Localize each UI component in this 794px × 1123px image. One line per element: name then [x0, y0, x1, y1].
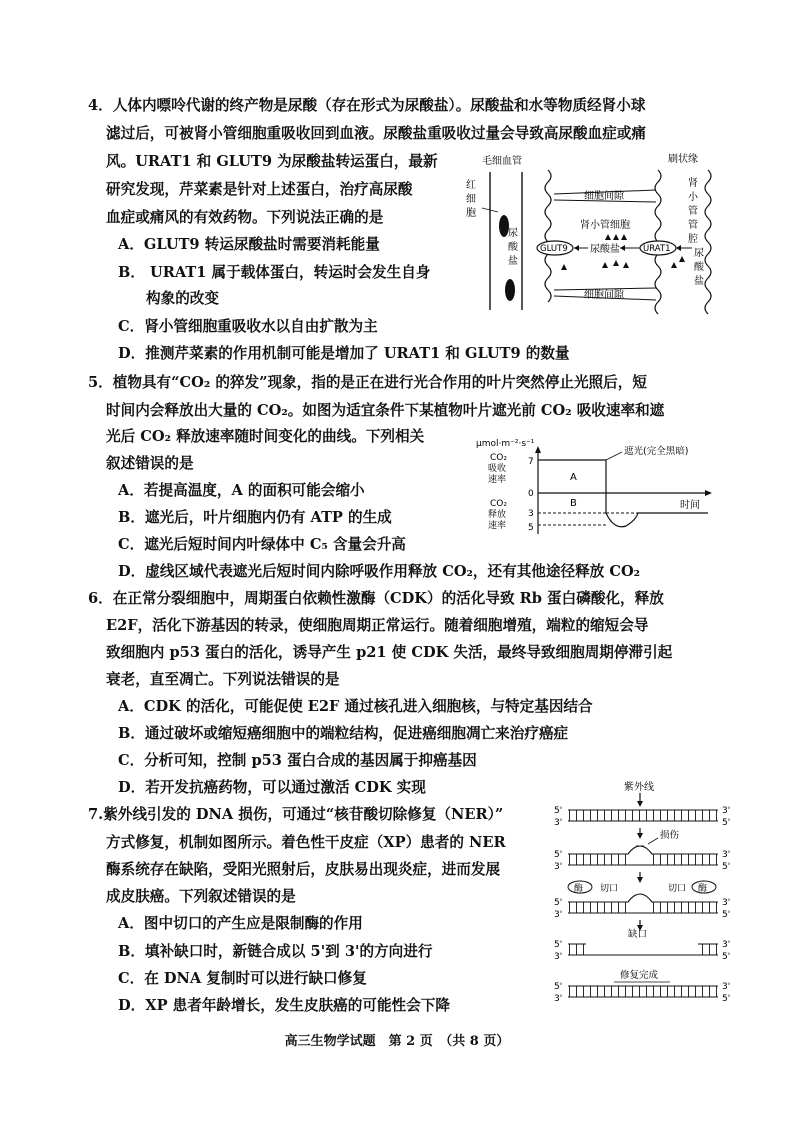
uv-arrow-head-icon [637, 801, 643, 807]
region-b-label: B [570, 498, 577, 509]
q7-number: 7. [88, 806, 104, 823]
svg-text:5': 5' [554, 806, 563, 816]
tick-5: 5 [528, 523, 534, 533]
x-axis-arrow-icon [705, 490, 712, 496]
rbc-label-2: 细 [466, 194, 476, 205]
svg-text:5': 5' [554, 940, 563, 950]
tick-7: 7 [528, 457, 534, 467]
svg-text:3': 3' [554, 818, 563, 828]
release-label-2: 释放 [488, 510, 507, 520]
svg-text:5': 5' [722, 952, 731, 962]
svg-text:3': 3' [722, 940, 731, 950]
absorb-label-2: 吸收 [488, 464, 507, 474]
red-blood-cell [505, 279, 515, 301]
q7-ner-repair-diagram [552, 780, 740, 1008]
q7-option-a: A．图中切口的产生应是限制酶的作用 [118, 915, 363, 932]
q4-stem-line1: 4．人体内嘌呤代谢的终产物是尿酸（存在形式为尿酸盐）。尿酸盐和水等物质经肾小球 [88, 97, 646, 114]
lumen-label-1: 肾 [688, 178, 698, 189]
svg-text:3': 3' [722, 806, 731, 816]
svg-text:3': 3' [554, 952, 563, 962]
q6-number: 6． [88, 590, 113, 607]
svg-text:3': 3' [554, 910, 563, 920]
step-arrow-head-icon [637, 877, 643, 883]
svg-text:3': 3' [722, 898, 731, 908]
urate-right-1: 尿 [694, 248, 704, 259]
dna-stage-1 [554, 806, 730, 828]
q5-stem-line2: 时间内会释放出大量的 CO₂。如图为适宜条件下某植物叶片遮光前 CO₂ 吸收速率和遮 [106, 402, 665, 419]
q6-stem-line3: 致细胞内 p53 蛋白的活化，诱导产生 p21 使 CDK 失活，最终导致细胞周期停滞引起 [106, 644, 673, 661]
q5-option-c: C．遮光后短时间内叶绿体中 C₅ 含量会升高 [118, 536, 406, 553]
q5-co2-rate-chart [474, 434, 720, 542]
release-label-1: CO₂ [490, 499, 507, 509]
svg-text:5': 5' [554, 850, 563, 860]
cut-left-label: 切口 [600, 884, 619, 894]
gap-label: 缺口 [628, 929, 648, 940]
tubule-outer-wall [705, 170, 711, 314]
dna-stage-3 [554, 881, 730, 920]
y-axis-arrow-icon [535, 446, 541, 453]
basal-membrane [545, 170, 551, 302]
svg-text:5': 5' [554, 982, 563, 992]
gap-bottom-label: 细胞间隙 [584, 290, 624, 301]
dna-stage-4 [554, 928, 730, 962]
q4-stem-line5: 血症或痛风的有效药物。下列说法正确的是 [106, 209, 384, 226]
uv-label: 紫外线 [624, 782, 654, 793]
step-arrow-head-icon [637, 833, 643, 839]
q7-option-c: C．在 DNA 复制时可以进行缺口修复 [118, 970, 367, 987]
shade-pointer [606, 452, 622, 460]
gap-top-label: 细胞间隙 [584, 191, 624, 202]
q5-option-b: B．遮光后，叶片细胞内仍有 ATP 的生成 [118, 509, 392, 526]
shade-label: 遮光(完全黑暗) [624, 446, 689, 457]
q7-stem-line3: 酶系统存在缺陷，受阳光照射后，皮肤易出现炎症，进而发展 [106, 861, 501, 878]
q4-option-b-line1: B． URAT1 属于载体蛋白，转运时会发生自身 [118, 264, 431, 281]
arrowhead-icon [676, 245, 681, 251]
svg-text:3': 3' [722, 982, 731, 992]
q7-stem-line2: 方式修复，机制如图所示。着色性干皮症（XP）患者的 NER [106, 834, 506, 851]
q6-option-a: A．CDK 的活化，可能促使 E2F 通过核孔进入细胞核，与特定基因结合 [118, 698, 593, 715]
x-axis-label: 时间 [680, 500, 700, 511]
urat1-label: URAT1 [643, 244, 671, 254]
q7-option-b: B．填补缺口时，新链合成以 5'到 3'的方向进行 [118, 943, 433, 960]
q6-stem-line2: E2F，活化下游基因的转录，使细胞周期正常运行。随着细胞增殖，端粒的缩短会导 [106, 617, 649, 634]
svg-text:5': 5' [722, 910, 731, 920]
q4-option-a: A．GLUT9 转运尿酸盐时需要消耗能量 [118, 236, 380, 253]
svg-text:5': 5' [722, 994, 731, 1004]
svg-text:5': 5' [554, 898, 563, 908]
tubule-cell-label: 肾小管细胞 [580, 220, 630, 231]
region-a-label: A [570, 472, 577, 483]
brush-border-label: 刷状缘 [668, 154, 698, 165]
enzyme-right-label: 酶 [698, 884, 708, 894]
tick-3: 3 [528, 509, 534, 519]
lumen-label-5: 腔 [688, 234, 698, 245]
urate-right-2: 酸 [694, 262, 704, 273]
q4-stem-line2: 滤过后，可被肾小管细胞重吸收回到血液。尿酸盐重吸收过量会导致高尿酸血症或痛 [106, 125, 646, 142]
q5-stem-line3: 光后 CO₂ 释放速率随时间变化的曲线。下列相关 [106, 428, 425, 445]
arrowhead-icon [620, 245, 625, 251]
urate-left-2: 酸 [508, 242, 518, 253]
page-footer: 高三生物学试题 第 2 页 （共 8 页） [284, 1034, 510, 1049]
q5-number: 5． [88, 374, 113, 391]
urate-right-3: 盐 [694, 276, 704, 287]
q6-stem-line1: 6．在正常分裂细胞中，周期蛋白依赖性激酶（CDK）的活化导致 Rb 蛋白磷酸化，释放 [88, 590, 664, 607]
damage-label: 损伤 [660, 830, 680, 841]
q4-tubule-diagram [460, 150, 732, 320]
urate-left-1: 尿 [508, 228, 518, 239]
repair-done-label: 修复完成 [620, 970, 659, 981]
dna-stage-2 [554, 846, 730, 872]
dna-stage-5 [554, 969, 730, 1004]
tick-0: 0 [528, 489, 534, 499]
urate-mid-label: 尿酸盐 [590, 244, 620, 255]
rbc-label-3: 胞 [466, 208, 476, 219]
q7-stem-line4: 成皮肤癌。下列叙述错误的是 [106, 888, 296, 905]
q5-option-a: A．若提高温度，A 的面积可能会缩小 [118, 482, 365, 499]
damage-pointer [648, 838, 658, 844]
q6-option-b: B．通过破坏或缩短癌细胞中的端粒结构，促进癌细胞凋亡来治疗癌症 [118, 725, 569, 742]
svg-text:3': 3' [722, 850, 731, 860]
arrowhead-icon [574, 245, 579, 251]
q6-stem-line4: 衰老，直至凋亡。下列说法错误的是 [106, 671, 340, 688]
q4-option-b-line2: 构象的改变 [146, 290, 219, 307]
svg-text:5': 5' [722, 818, 731, 828]
q4-option-d: D．推测芹菜素的作用机制可能是增加了 URAT1 和 GLUT9 的数量 [118, 345, 570, 362]
absorb-label-1: CO₂ [490, 453, 507, 463]
capillary-label: 毛细血管 [482, 156, 522, 167]
q4-stem-line4: 研究发现，芹菜素是针对上述蛋白，治疗高尿酸 [106, 181, 413, 198]
release-label-3: 速率 [488, 521, 507, 531]
q4-option-c: C．肾小管细胞重吸收水以自由扩散为主 [118, 318, 378, 335]
glut9-label: GLUT9 [540, 244, 568, 254]
q5-option-d: D．虚线区域代表遮光后短时间内除呼吸作用释放 CO₂，还有其他途径释放 CO₂ [118, 563, 641, 580]
q5-stem-line4: 叙述错误的是 [106, 455, 194, 472]
lumen-label-2: 小 [688, 192, 698, 203]
cut-right-label: 切口 [668, 884, 687, 894]
lumen-label-3: 管 [688, 206, 698, 217]
q4-stem-line3: 风。URAT1 和 GLUT9 为尿酸盐转运蛋白，最新 [106, 153, 438, 170]
urate-left-3: 盐 [508, 256, 518, 267]
q6-option-d: D．若开发抗癌药物，可以通过激活 CDK 实现 [118, 779, 426, 796]
q5-stem-line1: 5．植物具有“CO₂ 的猝发”现象，指的是正在进行光合作用的叶片突然停止光照后，短 [88, 374, 647, 391]
svg-text:3': 3' [554, 994, 563, 1004]
q7-option-d: D．XP 患者年龄增长，发生皮肤癌的可能性会下降 [118, 997, 450, 1014]
q7-stem-line1: 7.紫外线引发的 DNA 损伤，可通过“核苷酸切除修复（NER）” [88, 806, 504, 823]
chart-unit-label: μmol·m⁻²·s⁻¹ [476, 439, 535, 449]
svg-text:3': 3' [554, 862, 563, 872]
absorb-label-3: 速率 [488, 475, 507, 485]
enzyme-left-label: 酶 [574, 884, 584, 894]
svg-text:5': 5' [722, 862, 731, 872]
q4-number: 4． [88, 97, 113, 114]
rbc-label-1: 红 [466, 180, 476, 191]
lumen-label-4: 管 [688, 220, 698, 231]
q6-option-c: C．分析可知，控制 p53 蛋白合成的基因属于抑癌基因 [118, 752, 477, 769]
